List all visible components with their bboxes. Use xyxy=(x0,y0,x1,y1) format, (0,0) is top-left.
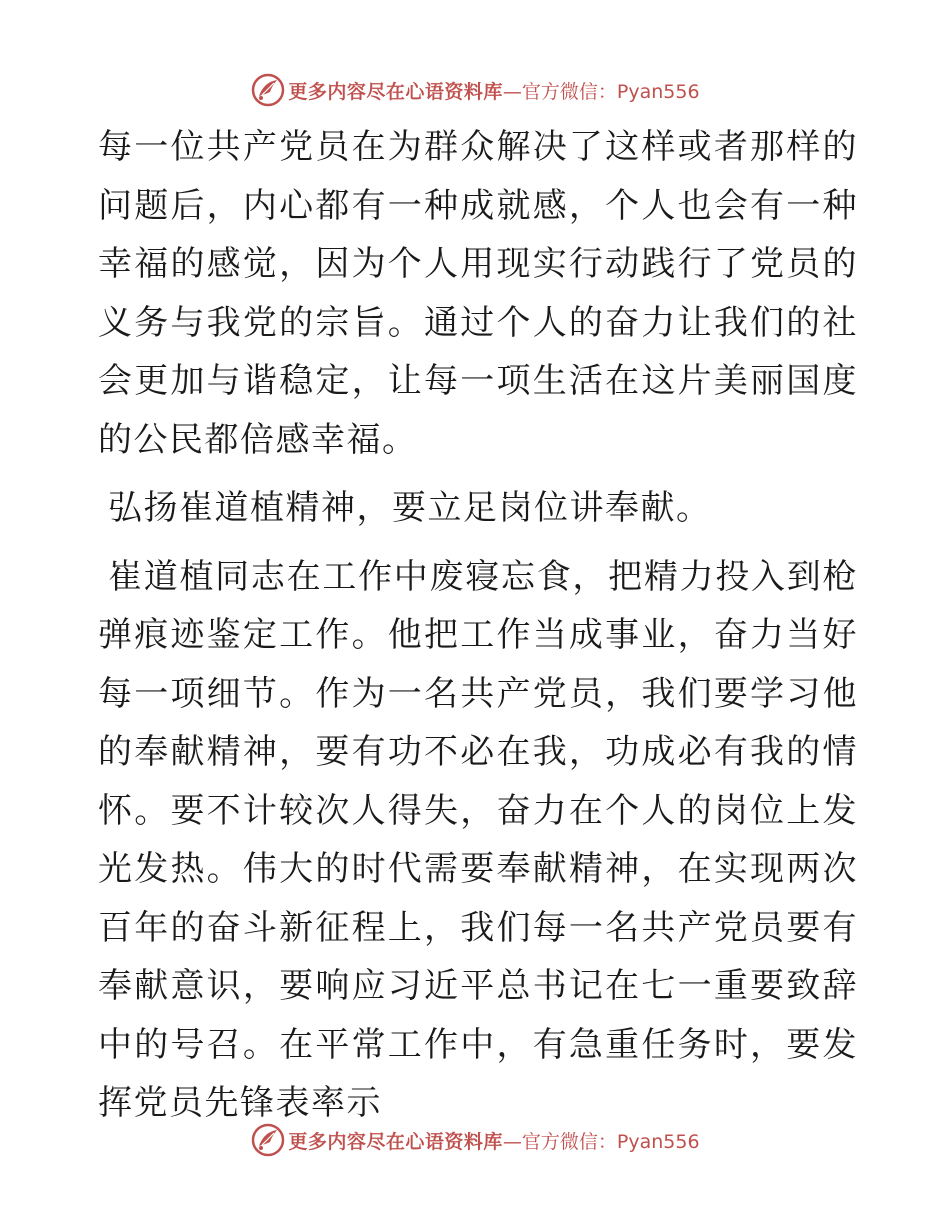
quill-seal-icon xyxy=(250,1122,286,1158)
banner-wechat-text: —官方微信：Pyan556 xyxy=(502,80,700,103)
header-banner xyxy=(0,70,950,110)
paragraph-3: 崔道植同志在工作中废寝忘食，把精力投入到枪弹痕迹鉴定工作。他把工作当成事业，奋力当好每一项细节。作为一名共产党员，我们要学习他的奉献精神，要有功不必在我，功成必有我的情怀。要不计较次人得失，奋力在个人的岗位上发光发热。伟大的时代需要奉献精神，在实现两次百年的奋斗新征程上，我们每一名共产党员要有奉献意识，要响应习近平总书记在七一重要致辞中的号召。在平常工作中，有急重任务时，要发挥党员先锋表率示 xyxy=(98,556,858,1123)
document-body xyxy=(98,118,858,1133)
paragraph-2-heading: 弘扬崔道植精神，要立足岗位讲奉献。 xyxy=(108,488,712,528)
footer-banner xyxy=(0,1120,950,1160)
banner-main-text: 更多内容尽在心语资料库 xyxy=(288,1130,503,1153)
paragraph-1: 每一位共产党员在为群众解决了这样或者那样的问题后，内心都有一种成就感，个人也会有一种幸福的感觉，因为个人用现实行动践行了党员的义务与我党的宗旨。通过个人的奋力让我们的社会更加与谐稳定，让每一项生活在这片美丽国度的公民都倍感幸福。 xyxy=(98,127,858,460)
banner-main-text: 更多内容尽在心语资料库 xyxy=(288,80,503,103)
banner-wechat-text: —官方微信：Pyan556 xyxy=(502,1130,700,1153)
quill-seal-icon xyxy=(250,72,286,108)
